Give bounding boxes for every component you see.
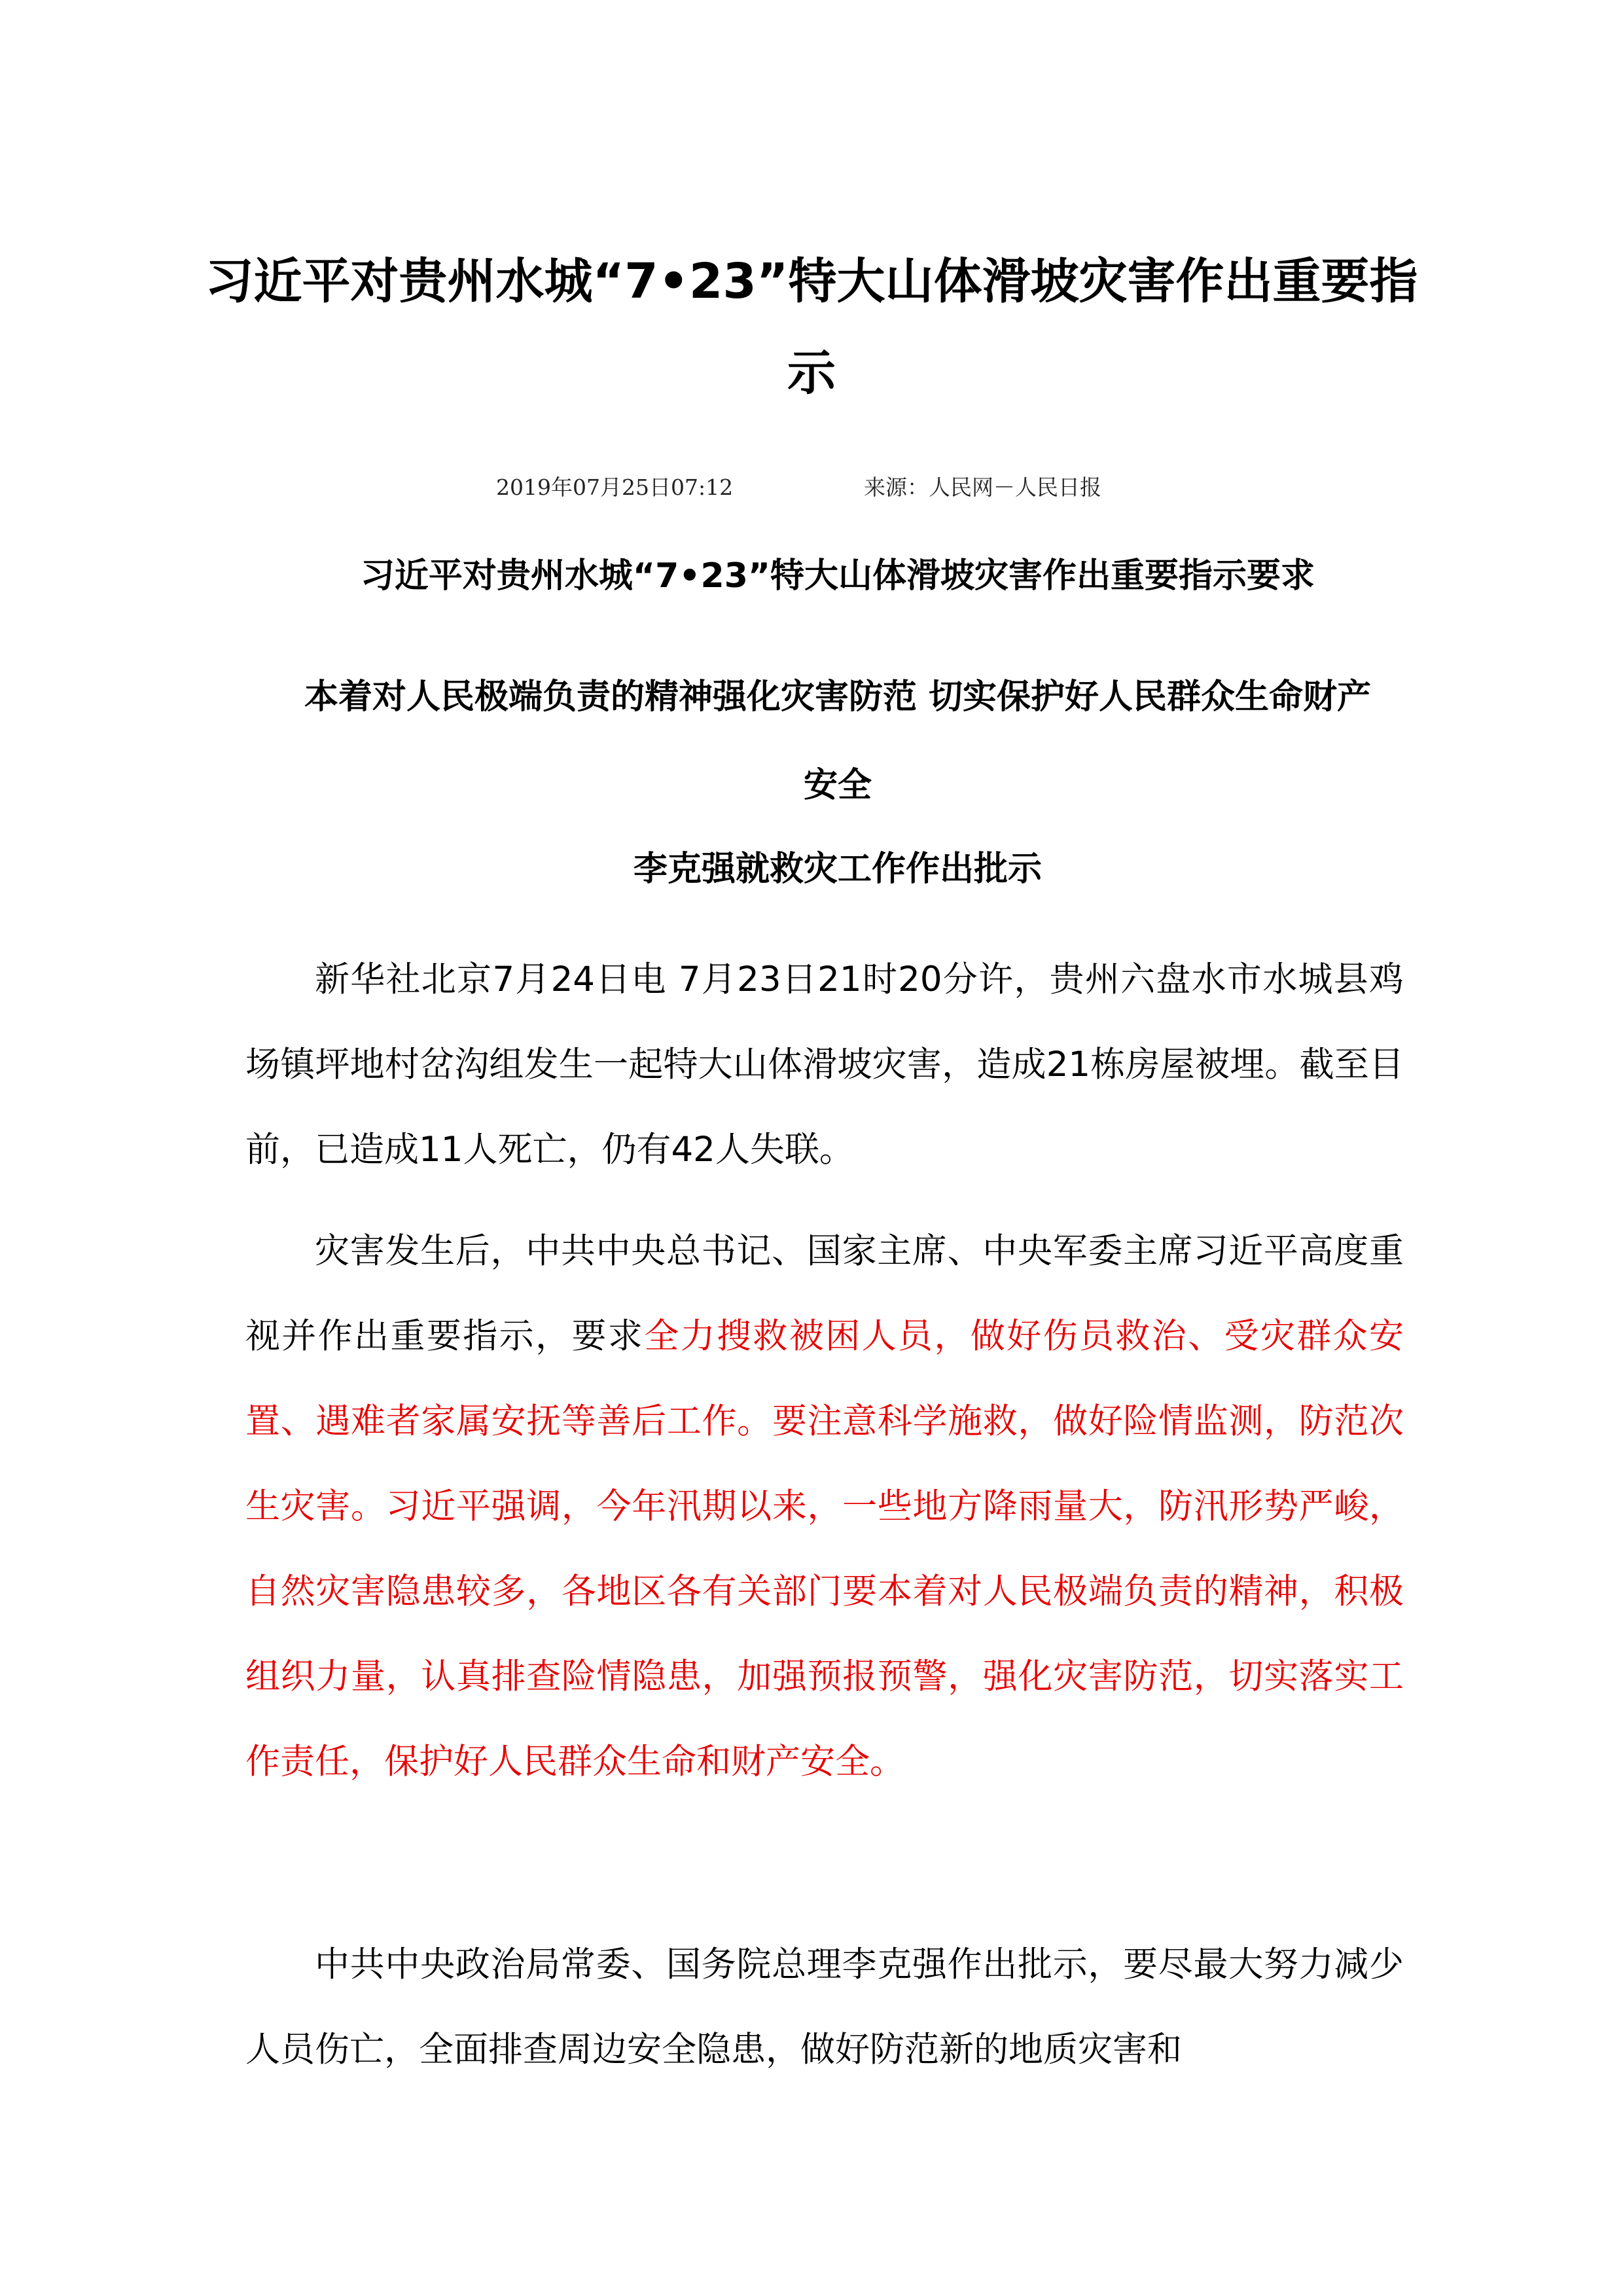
subhead-secondary: 本着对人民极端负责的精神强化灾害防范 切实保护好人民群众生命财产安全 bbox=[304, 677, 1372, 805]
publish-date: 2019年07月25日07:12 bbox=[496, 475, 734, 500]
article-title: 习近平对贵州水城“7•23”特大山体滑坡灾害作出重要指示 bbox=[205, 253, 1418, 401]
paragraph-instructions bbox=[245, 1209, 1404, 1804]
paragraph-premier-remarks: 中共中央政治局常委、国务院总理李克强作出批示，要尽最大努力减少人员伤亡，全面排查周边安全隐患，做好防范新的地质灾害和 bbox=[245, 1945, 1404, 2070]
subhead-main: 习近平对贵州水城“7•23”特大山体滑坡灾害作出重要指示要求 bbox=[360, 556, 1315, 596]
highlighted-instructions: 全力搜救被困人员，做好伤员救治、受灾群众安置、遇难者家属安抚等善后工作。要注意科学施救，做好险情监测，防范次生灾害。习近平强调，今年汛期以来，一些地方降雨量大，防汛形势严峻，自然灾害隐患较多，各地区各有关部门要本着对人民极端负责的精神，积极组织力量，认真排查险情隐患，加强预报预警，强化灾害防范，切实落实工作责任，保护好人民群众生命和财产安全。 bbox=[245, 1316, 1404, 1782]
article-source: 来源：人民网－人民日报 bbox=[864, 475, 1101, 500]
subhead-premier: 李克强就救灾工作作出批示 bbox=[633, 850, 1042, 889]
paragraph-news-lead: 新华社北京7月24日电 7月23日21时20分许，贵州六盘水市水城县鸡场镇坪地村岔沟组发生一起特大山体滑坡灾害，造成21栋房屋被埋。截至目前，已造成11人死亡，仍有42人失联。 bbox=[245, 960, 1404, 1170]
paragraph-instructions-intro: 灾害发生后，中共中央总书记、国家主席、中央军委主席习近平高度重视并作出重要指示，要求 bbox=[245, 1231, 1404, 1356]
